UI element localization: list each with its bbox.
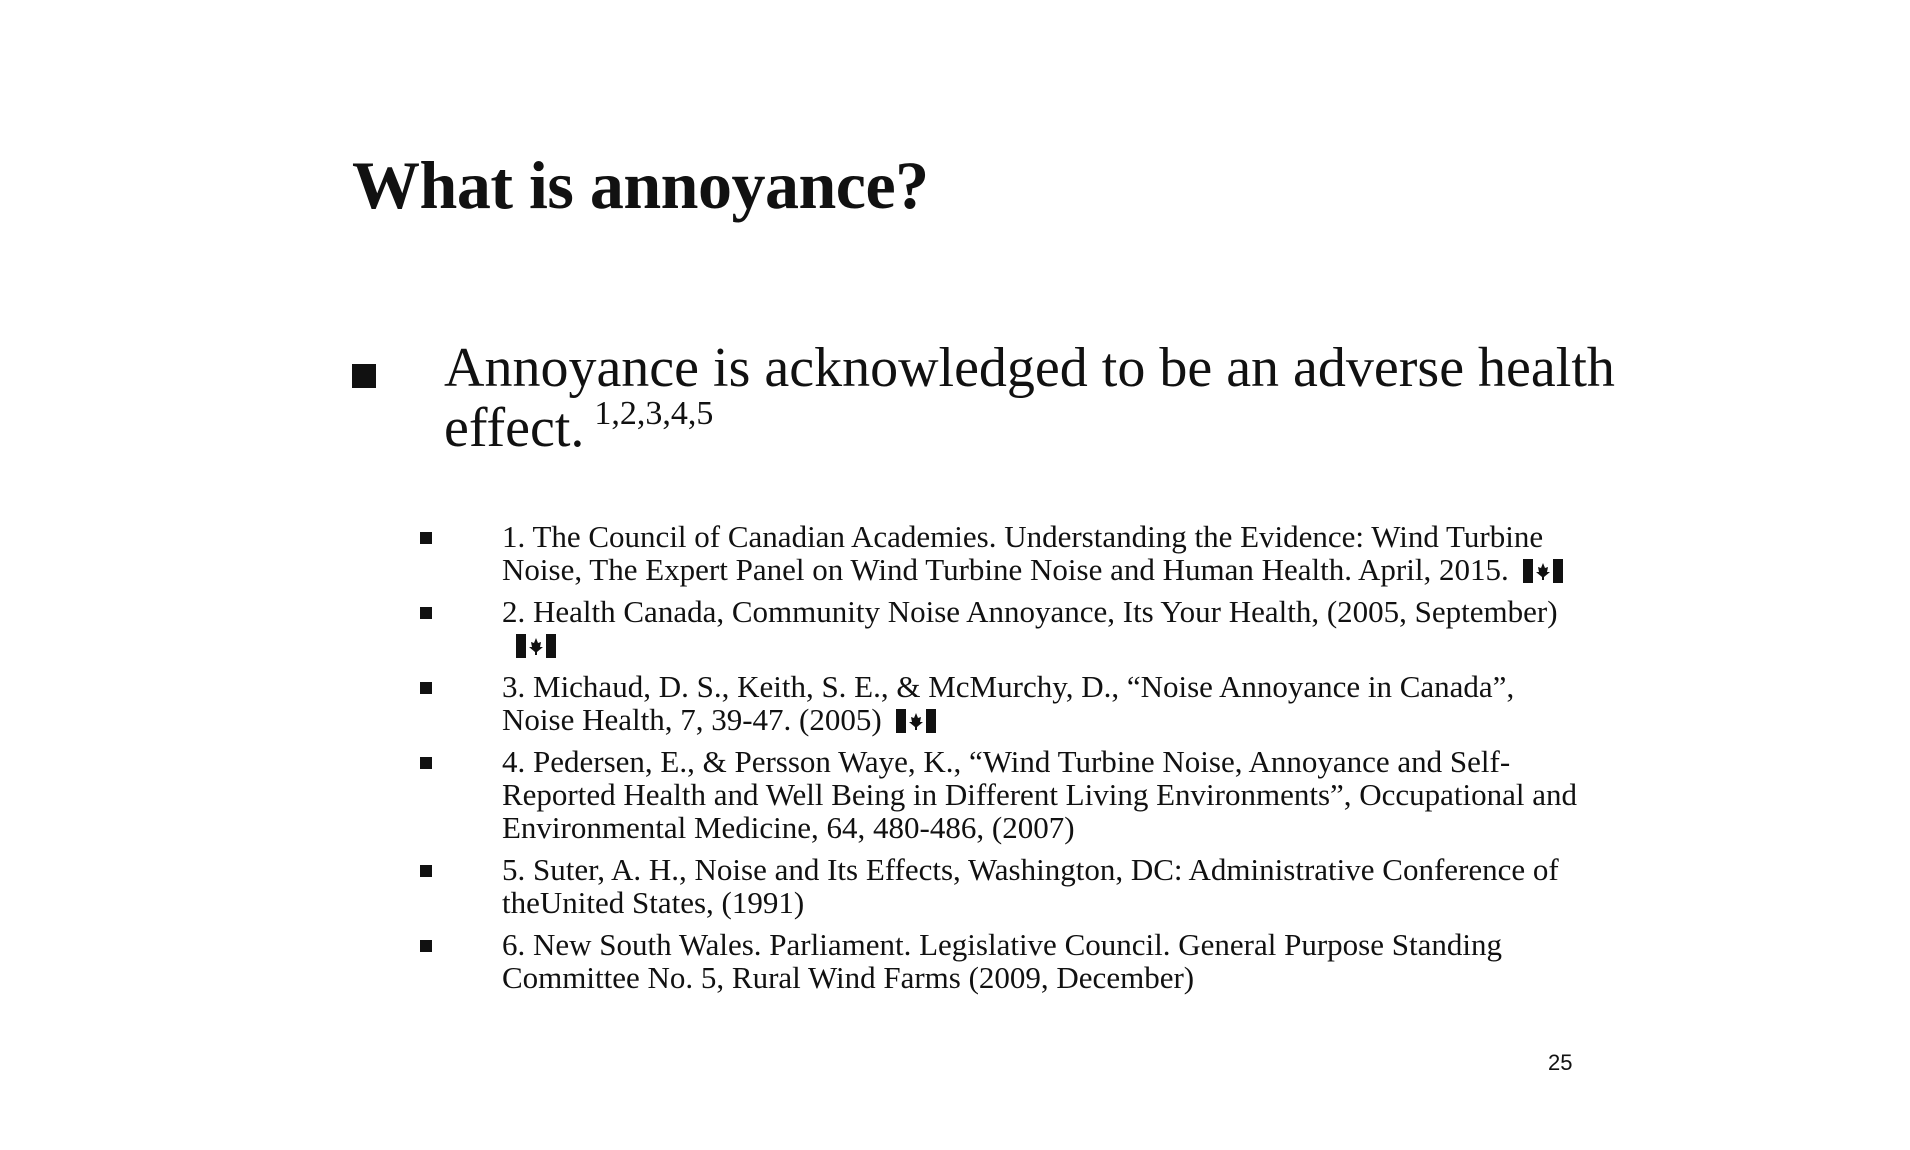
reference-item [420, 520, 1580, 586]
reference-item [420, 928, 1580, 994]
reference-text: 3. Michaud, D. S., Keith, S. E., & McMurchy, D., “Noise Annoyance in Canada”, Noise Health, 7, 39-47. (2005) [502, 669, 1515, 737]
reference-item [420, 670, 1580, 736]
reference-bullet [420, 745, 502, 844]
reference-bullet [420, 520, 502, 586]
canada-flag-icon [896, 709, 936, 733]
reference-bullet [420, 853, 502, 919]
canada-flag-icon [1523, 559, 1563, 583]
slide-title: What is annoyance? [352, 147, 929, 223]
main-bullet-marker [352, 338, 444, 466]
reference-item [420, 853, 1580, 919]
reference-bullet [420, 928, 502, 994]
main-bullet-text: Annoyance is acknowledged to be an adverse health effect. [444, 337, 1615, 459]
page-number: 25 [1548, 1050, 1573, 1075]
reference-list [420, 520, 1580, 1003]
reference-item [420, 745, 1580, 844]
reference-text: 6. New South Wales. Parliament. Legislative Council. General Purpose Standing Committee No. 5, Rural Wind Farms (2009, December) [502, 927, 1502, 995]
reference-bullet [420, 670, 502, 736]
reference-text: 5. Suter, A. H., Noise and Its Effects, Washington, DC: Administrative Conference of theUnited States, (1991) [502, 852, 1559, 920]
reference-text: 4. Pedersen, E., & Persson Waye, K., “Wind Turbine Noise, Annoyance and Self-Reported Health and Well Being in Different Living Environments”, Occupational and Environmental Medicine, 64, 480-486, (2007) [502, 744, 1578, 845]
main-bullet-point [352, 338, 1652, 466]
citation-superscript: 1,2,3,4,5 [594, 395, 714, 432]
canada-flag-icon [516, 634, 556, 658]
reference-text: 2. Health Canada, Community Noise Annoyance, Its Your Health, (2005, September) [502, 594, 1558, 629]
reference-text: 1. The Council of Canadian Academies. Understanding the Evidence: Wind Turbine Noise, The Expert Panel on Wind Turbine Noise and Human Health. April, 2015. [502, 519, 1544, 587]
reference-bullet [420, 595, 502, 661]
main-bullet-text-block [444, 338, 1652, 466]
reference-item [420, 595, 1580, 661]
